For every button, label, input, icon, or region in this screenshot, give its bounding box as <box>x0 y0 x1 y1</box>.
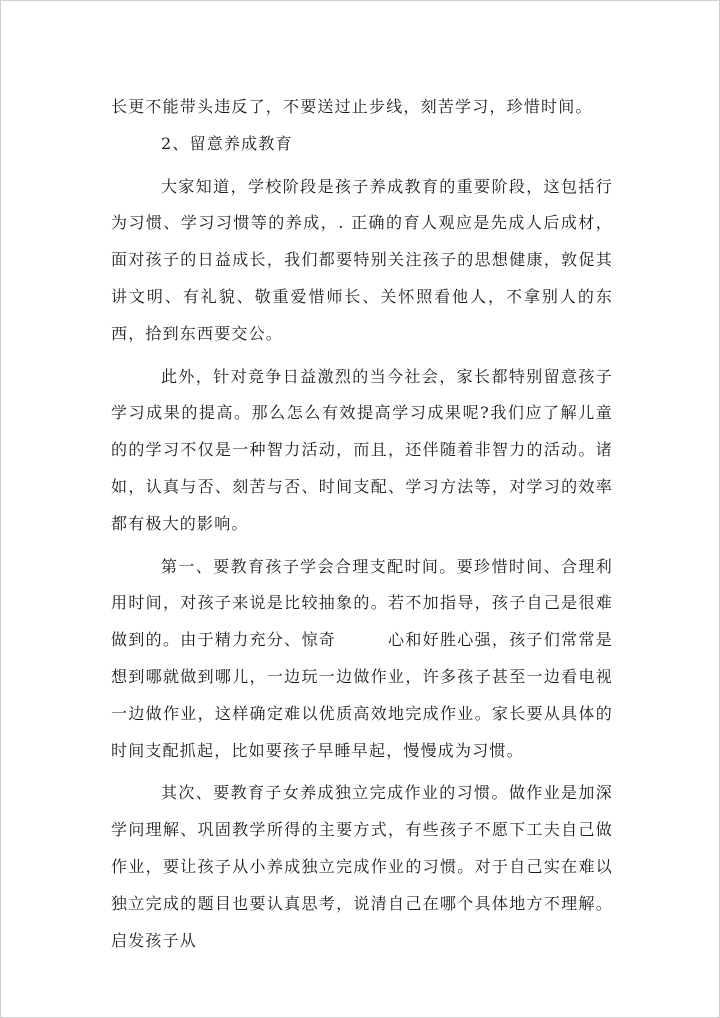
paragraph: 大家知道，学校阶段是孩子养成教育的重要阶段，这包括行为习惯、学习习惯等的养成，. 正确的育人观应是先成人后成材，面对孩子的日益成长，我们都要特别关注孩子的思想健康，敦促其讲文明、有礼貌、敬重爱惜师长、关怀照看他人，不拿别人的东西，拾到东西要交公。 <box>111 176 613 343</box>
paragraph-continuation: 长更不能带头违反了，不要送过止步线，刻苦学习，珍惜时间。 <box>111 97 593 116</box>
document-body <box>111 89 613 959</box>
section-heading: 2、留意养成教育 <box>161 133 293 153</box>
paragraph: 第一、要教育孩子学会合理支配时间。要珍惜时间、合理利用时间，对孩子来说是比较抽象的。若不加指导，孩子自己是很难做到的。由于精力充分、惊奇 心和好胜心强，孩子们常常是想到哪就做到哪儿，一边玩一边做作业，许多孩子甚至一边看电视一边做作业，这样确定难以优质高效地完成作业。家长要从具体的时间支配抓起，比如要孩子早睡早起，慢慢成为习惯。 <box>111 556 613 760</box>
paragraph: 此外，针对竞争日益激烈的当今社会，家长都特别留意孩子学习成果的提高。那么怎么有效提高学习成果呢?我们应了解儿童的的学习不仅是一种智力活动，而且，还伴随着非智力的活动。诸如，认真与否、刻苦与否、时间支配、学习方法等，对学习的效率都有极大的影响。 <box>111 366 613 533</box>
paragraph: 其次、要教育子女养成独立完成作业的习惯。做作业是加深学问理解、巩固教学所得的主要方式，有些孩子不愿下工夫自己做作业，要让孩子从小养成独立完成作业的习惯。对于自己实在难以独立完成的题目也要认真思考，说清自己在哪个具体地方不理解。启发孩子从 <box>111 783 613 950</box>
